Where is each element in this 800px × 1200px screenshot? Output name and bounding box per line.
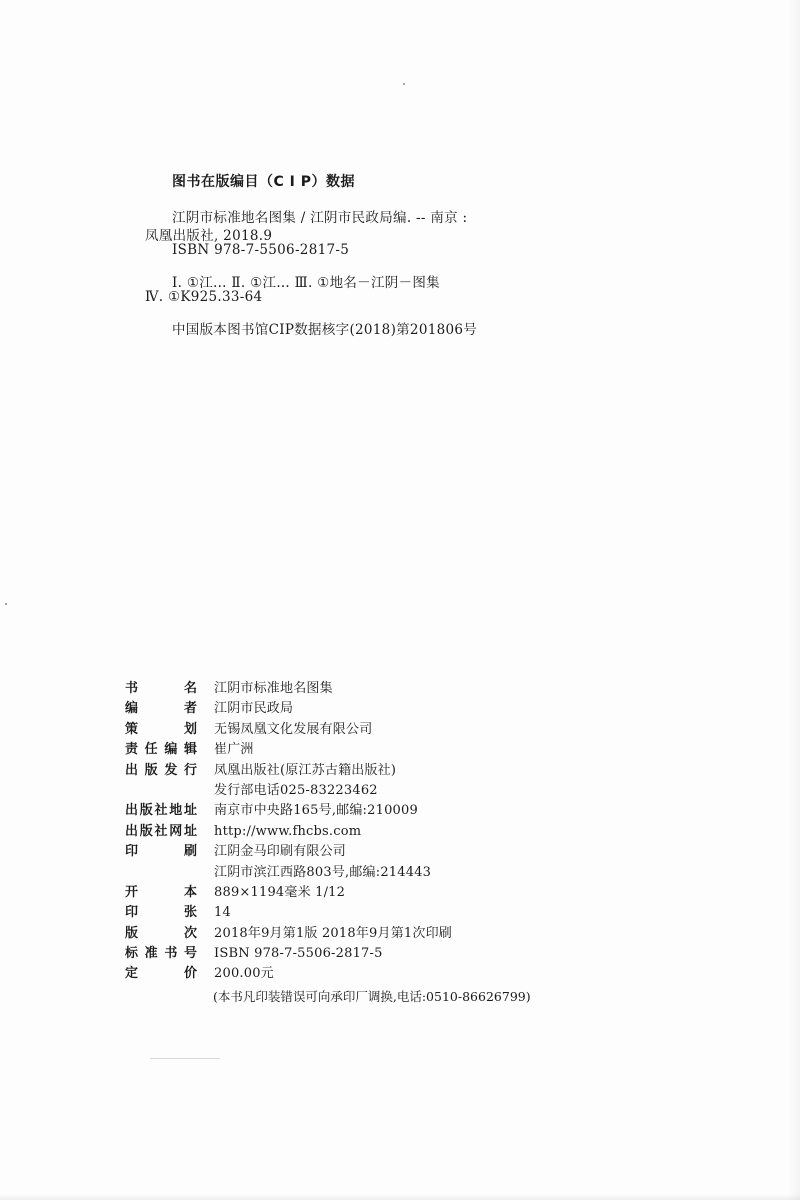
publication-row-label: 印 刷: [125, 844, 197, 860]
publication-row-value: ISBN 978-7-5506-2817-5: [214, 946, 383, 962]
cip-line-classification: Ⅳ. ①K925.33-64: [145, 289, 263, 305]
publication-row-value: 江阴金马印刷有限公司: [214, 844, 347, 860]
publication-row-value: 发行部电话025-83223462: [214, 782, 378, 798]
publication-row-label: 出 版 社 网 址: [125, 823, 197, 839]
cip-line-subjects: Ⅰ. ①江… Ⅱ. ①江… Ⅲ. ①地名－江阴－图集: [172, 275, 440, 291]
publication-row-value: 200.00元: [214, 966, 274, 982]
publication-row-value: 无锡凤凰文化发展有限公司: [214, 721, 373, 737]
scan-speck: [150, 1058, 220, 1059]
printing-error-note: (本书凡印装错误可向承印厂调换,电话:0510-86626799): [213, 989, 531, 1004]
scan-speck: [5, 603, 7, 605]
publication-row-label: 标 准 书 号: [125, 946, 197, 962]
publication-row-label: 责 任 编 辑: [125, 742, 197, 758]
publication-row-value: http://www.fhcbs.com: [214, 823, 362, 839]
cip-line-isbn: ISBN 978-7-5506-2817-5: [172, 242, 350, 258]
publication-row-value: 2018年9月第1版 2018年9月第1次印刷: [214, 925, 452, 941]
publication-row-value: 崔广洲: [214, 742, 254, 758]
publication-row-value: 凤凰出版社(原江苏古籍出版社): [214, 762, 397, 778]
publication-row-label: 定 价: [125, 966, 197, 982]
publication-row-value: 江阴市民政局: [214, 701, 294, 717]
publication-row-value: 江阴市滨江西路803号,邮编:214443: [214, 864, 432, 880]
scan-edge-bottom: [0, 1194, 800, 1200]
cip-line-data-number: 中国版本图书馆CIP数据核字(2018)第201806号: [172, 322, 478, 338]
scan-speck: [403, 83, 405, 85]
publication-row-label: 书 名: [125, 681, 197, 696]
cip-line-title-responsibility: 江阴市标准地名图集 / 江阴市民政局编. -- 南京 :: [172, 210, 468, 226]
publication-row-value: 889×1194毫米 1/12: [214, 884, 346, 900]
publication-row-value: 南京市中央路165号,邮编:210009: [214, 803, 418, 819]
cip-line-publisher-date: 凤凰出版社, 2018.9: [145, 228, 273, 244]
publication-row-value: 14: [214, 905, 231, 921]
publication-row-label: 出 版 社 地 址: [125, 803, 197, 819]
publication-row-value: 江阴市标准地名图集: [214, 681, 333, 696]
scan-edge-right: [788, 0, 800, 1200]
publication-row-label: 编 者: [125, 701, 197, 717]
publication-row-label: 出 版 发 行: [125, 762, 197, 778]
cip-title: 图书在版编目（C I P）数据: [172, 174, 355, 190]
publication-row-label: 印 张: [125, 905, 197, 921]
publication-row-label: 开 本: [125, 884, 197, 900]
publication-row-label: 版 次: [125, 925, 197, 941]
publication-row-label: 策 划: [125, 721, 197, 737]
